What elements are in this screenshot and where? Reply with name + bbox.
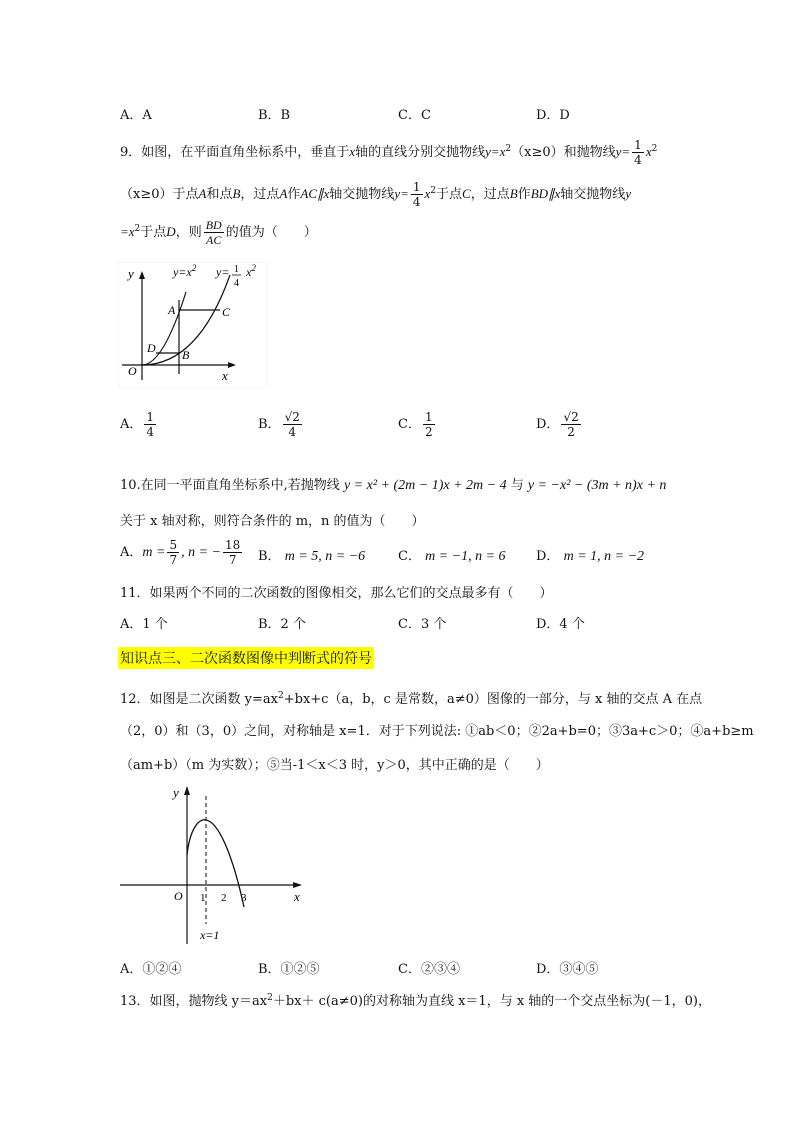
graph-label-y: y bbox=[128, 266, 134, 281]
graph-label-d: D bbox=[147, 341, 156, 355]
q9-ratio-fraction: $\frac{BD}{AC}$ bbox=[205, 218, 222, 247]
graph-label-x: x bbox=[294, 889, 300, 904]
q10-option-a: A．m = $\frac{5}{7}$ , n = − $\frac{18}{7}$ bbox=[120, 538, 241, 567]
graph-label-eq2-n: 1 bbox=[234, 264, 239, 275]
q8-option-a: A．A bbox=[120, 108, 152, 123]
tick-3: 3 bbox=[241, 892, 247, 904]
graph-label-eq2-d: 4 bbox=[234, 278, 239, 289]
graph-label-eq2: y= bbox=[216, 265, 230, 279]
q13-line-1: 13．如图，抛物线 $y=ax^2+bx+ c(a\ne 0)$的对称轴为直线 x＝1，与 x 轴的一个交点坐标为(－1，0)， bbox=[120, 993, 711, 1009]
graph-label-y: y bbox=[173, 785, 179, 800]
q12-parabola-graph bbox=[118, 782, 304, 946]
q10-option-b: B． m = 5, n = −6 bbox=[258, 549, 366, 564]
graph-label-x: x bbox=[222, 368, 228, 383]
q12-option-c: C．②③④ bbox=[398, 962, 460, 977]
q12-option-b: B．①②⑤ bbox=[258, 962, 320, 977]
q10-option-c: C． m = −1, n = 6 bbox=[398, 549, 506, 564]
symmetry-label: x=1 bbox=[200, 928, 220, 942]
graph-label-o: O bbox=[174, 889, 183, 903]
q8-option-c: C．C bbox=[398, 108, 431, 123]
q9-option-c: C． $\frac{1}{2}$ bbox=[398, 410, 433, 439]
parabola-curve bbox=[187, 820, 244, 907]
q8-option-d: D．D bbox=[536, 108, 570, 123]
q9-parabola-graph bbox=[118, 262, 268, 388]
graph-label-b: B bbox=[182, 348, 190, 362]
q9-option-d: D． $\frac{√2}{2}$ bbox=[536, 410, 579, 439]
graph-label-a: A bbox=[168, 303, 176, 317]
q8-option-b: B．B bbox=[258, 108, 291, 123]
q9-line-3: $=x^2$于点D，则 $\frac{BD}{AC}$ 的值为（ ） bbox=[120, 218, 317, 247]
q9-option-a: A． $\frac{1}{4}$ bbox=[120, 410, 155, 439]
section-title: 知识点三、二次函数图像中判断式的符号 bbox=[118, 647, 374, 669]
q10-line-1: 10.在同一平面直角坐标系中,若抛物线 y = x² + (2m − 1)x + 2m − 4 与 y = −x² − (3m + n)x + n bbox=[120, 478, 667, 493]
q11-question: 11．如果两个不同的二次函数的图像相交，那么它们的交点最多有（ ） bbox=[120, 586, 553, 601]
q9-fraction-quarter: $\frac{1}{4}$ bbox=[634, 138, 642, 167]
graph-label-c: C bbox=[222, 305, 231, 319]
q11-option-d: D．4 个 bbox=[536, 617, 585, 632]
q12-line-2: （2，0）和（3，0）之间，对称轴是 x=1．对于下列说法: ①ab＜0；②2a+b=0；③3a+c＞0；④a+b≥m bbox=[120, 724, 754, 739]
q12-option-a: A．①②④ bbox=[120, 962, 182, 977]
tick-2: 2 bbox=[221, 892, 227, 904]
q11-option-b: B．2 个 bbox=[258, 617, 306, 632]
q10-option-d: D． m = 1, n = −2 bbox=[536, 549, 645, 564]
q11-option-c: C．3 个 bbox=[398, 617, 447, 632]
q12-option-d: D．③④⑤ bbox=[536, 962, 599, 977]
q12-line-3: （am+b）（m 为实数）；⑤当-1＜x＜3 时，y＞0，其中正确的是（ ） bbox=[120, 758, 549, 773]
q9-line-1: 9．如图，在平面直角坐标系中，垂直于x轴的直线分别交抛物线$y=x^2(x\ge 0)$和抛物线y= $\frac{1}{4}$ $x^2$ bbox=[120, 138, 658, 167]
q9-line-2: （x≥0）于点A和点B，过点A作AC∥x轴交抛物线y= $\frac{1}{4}$ $x^2$于点C，过点B作BD∥x轴交抛物线y bbox=[120, 180, 632, 209]
q11-option-a: A．1 个 bbox=[120, 617, 168, 632]
q10-line-2: 关于 x 轴对称，则符合条件的 m，n 的值为（ ） bbox=[120, 514, 425, 529]
q12-line-1: 12．如图是二次函数 $y=ax^2+bx+c(a$，b，c 是常数，a≠0）图像的一部分，与 x 轴的交点 A 在点 bbox=[120, 691, 703, 707]
graph-label-eq2-x: $x^2$ bbox=[246, 263, 256, 279]
graph-label-eq1: $y=x^2$ bbox=[173, 263, 197, 279]
tick-1: 1 bbox=[200, 892, 206, 904]
q9-option-b: B． $\frac{√2}{4}$ bbox=[258, 410, 300, 439]
graph-label-o: O bbox=[128, 364, 137, 378]
